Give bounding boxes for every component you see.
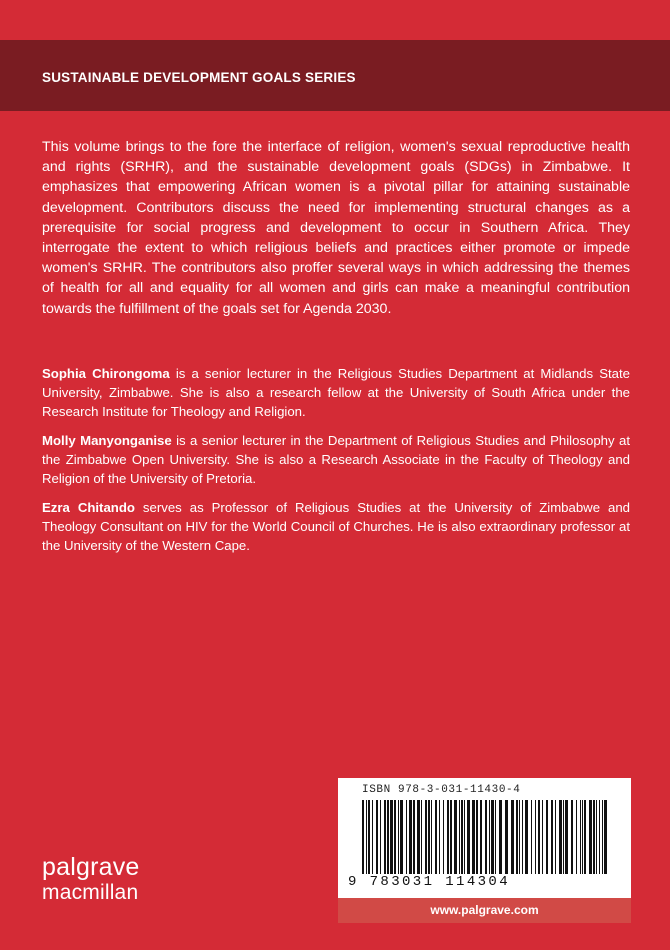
barcode-bar	[582, 800, 583, 874]
barcode-bar	[467, 800, 470, 874]
barcode-bar	[519, 800, 520, 874]
barcode-bar	[516, 800, 518, 874]
barcode-bar	[522, 800, 523, 874]
barcode-bar	[505, 800, 508, 874]
logo-line-palgrave: palgrave	[42, 853, 140, 881]
barcode-bar	[551, 800, 553, 874]
barcode-bar	[421, 800, 422, 874]
barcode-bar	[491, 800, 494, 874]
barcode-bar	[366, 800, 367, 874]
barcode-bar	[599, 800, 600, 874]
barcode-bar	[384, 800, 386, 874]
barcode-bar	[563, 800, 564, 874]
barcode-bar	[480, 800, 482, 874]
barcode-bar	[387, 800, 389, 874]
barcode-bar	[439, 800, 440, 874]
barcode-bar	[555, 800, 556, 874]
barcode-bar	[476, 800, 478, 874]
barcode-bar	[368, 800, 370, 874]
publisher-url: www.palgrave.com	[338, 898, 631, 923]
barcode-bar	[489, 800, 490, 874]
barcode-bar	[511, 800, 514, 874]
book-blurb: This volume brings to the fore the interface of religion, women's sexual reproductive health and rights (SRHR), and the sustainable development goals (SDGs) in Zimbabwe. It emphasizes that empowering African women is a pivotal pillar for attaining sustainable development. Contributors discuss the need for implementing structural changes as a prerequisite for social progress and development to occur in Southern Africa. They interrogate the extent to which religious beliefs and practices either promote or impede women's SRHR. The contributors also proffer several ways in which addressing the themes of health for all and equality for all women and girls can make a meaningful contribution towards the fulfillment of the goals set for Agenda 2030.	[42, 139, 630, 317]
barcode-box	[338, 778, 631, 923]
barcode-bar	[604, 800, 607, 874]
barcode-bar	[390, 800, 393, 874]
barcode-bar	[362, 800, 364, 874]
author-bios	[42, 364, 630, 565]
author-name: Ezra Chitando	[42, 500, 135, 515]
barcode-bar	[376, 800, 378, 874]
author-name: Molly Manyonganise	[42, 433, 172, 448]
barcode-bar	[485, 800, 487, 874]
barcode-bar	[472, 800, 475, 874]
barcode-bar	[495, 800, 496, 874]
author-bio-text: is a senior lecturer in the Religious Studies Department at Midlands State University, Zimbabwe. She is also a research fellow at the University of South Africa under the Research Institute for Theology and Religion.	[42, 366, 631, 419]
barcode-bar	[406, 800, 407, 874]
top-band	[0, 0, 670, 40]
barcode-bar	[413, 800, 415, 874]
barcode-bar	[538, 800, 540, 874]
barcode-bar	[409, 800, 412, 874]
barcode-bar	[571, 800, 573, 874]
palgrave-macmillan-logo	[42, 855, 140, 903]
barcode-bar	[459, 800, 460, 874]
barcode-bar	[542, 800, 543, 874]
barcode-bar	[464, 800, 465, 874]
barcode-bar	[400, 800, 403, 874]
barcode-bar	[435, 800, 437, 874]
barcode-bar	[454, 800, 457, 874]
series-title: SUSTAINABLE DEVELOPMENT GOALS SERIES	[42, 70, 356, 85]
barcode-bar	[499, 800, 502, 874]
barcode-bar	[602, 800, 603, 874]
barcode-bar	[593, 800, 595, 874]
barcode-bar	[425, 800, 427, 874]
barcode-bar	[443, 800, 444, 874]
barcode-bar	[431, 800, 432, 874]
barcode-bar	[584, 800, 586, 874]
barcode-bar	[380, 800, 381, 874]
author-bio-text: is a senior lecturer in the Department of Religious Studies and Philosophy at the Zimbabwe Open University. She is also a Research Associate in the Faculty of Theology and Religion of the University of Pretoria.	[42, 433, 631, 486]
barcode-bar	[531, 800, 532, 874]
barcode-bar	[398, 800, 399, 874]
bio-molly-manyonganise	[42, 431, 630, 488]
barcode-bar	[525, 800, 528, 874]
barcode-icon	[360, 800, 610, 874]
barcode-bar	[450, 800, 452, 874]
barcode-bar	[559, 800, 562, 874]
barcode-bar	[546, 800, 548, 874]
barcode-bar	[596, 800, 597, 874]
barcode-bar	[565, 800, 568, 874]
barcode-bar	[535, 800, 536, 874]
author-name: Sophia Chirongoma	[42, 366, 170, 381]
bio-sophia-chirongoma	[42, 364, 630, 421]
barcode-bar	[428, 800, 430, 874]
barcode-bar	[589, 800, 592, 874]
logo-line-macmillan: macmillan	[42, 881, 139, 904]
barcode-bar	[372, 800, 373, 874]
bio-ezra-chitando	[42, 498, 630, 555]
barcode-bar	[394, 800, 396, 874]
barcode-bar	[580, 800, 581, 874]
author-bio-text: serves as Professor of Religious Studies at the University of Zimbabwe and Theology Consultant on HIV for the World Council of Churches. He is also extraordinary professor at the University of the Western Cape.	[42, 500, 631, 553]
barcode-bar	[576, 800, 577, 874]
barcode-bar	[447, 800, 449, 874]
barcode-bar	[417, 800, 420, 874]
ean-digits: 9 783031 114304	[348, 874, 511, 890]
barcode-bar	[461, 800, 463, 874]
isbn-label: ISBN 978-3-031-11430-4	[362, 784, 521, 796]
